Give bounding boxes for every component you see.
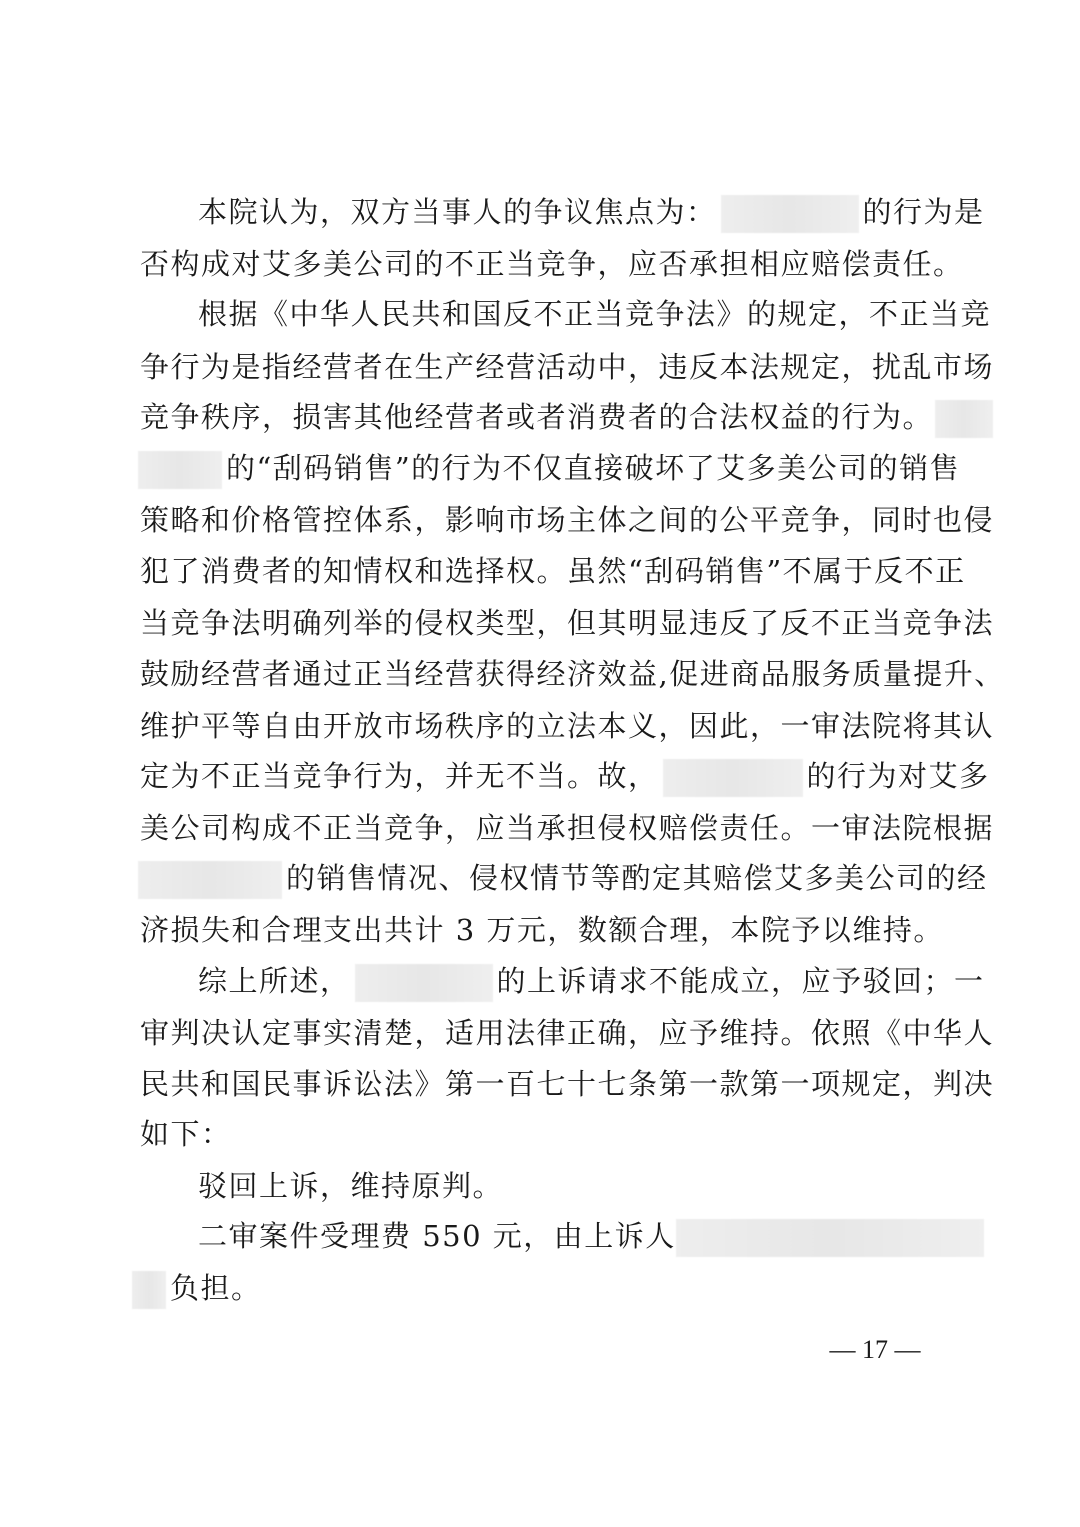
line-text: 的上诉请求不能成立，应予驳回；一	[496, 964, 985, 998]
paragraph-line: 维护平等自由开放市场秩序的立法本义，因此，一审法院将其认	[140, 709, 995, 743]
line-text: 定为不正当竞争行为，并无不当。故，	[140, 759, 659, 793]
line-text: 竞争秩序，损害其他经营者或者消费者的合法权益的行为。	[140, 400, 934, 434]
paragraph-line: 争行为是指经营者在生产经营活动中，违反本法规定，扰乱市场	[140, 350, 995, 384]
line-text: 二审案件受理费 550 元，由上诉人	[198, 1219, 676, 1253]
paragraph-line: 策略和价格管控体系，影响市场主体之间的公平竞争，同时也侵	[140, 503, 995, 537]
redacted-name	[935, 400, 993, 438]
line-text: 的行为是	[862, 195, 985, 229]
paragraph-line	[140, 748, 990, 804]
paragraph-line: 如下：	[140, 1117, 232, 1151]
paragraph-line: 民共和国民事诉讼法》第一百七十七条第一款第一项规定，判决	[140, 1067, 995, 1101]
paragraph-line	[140, 1208, 940, 1264]
redacted-name	[721, 195, 859, 233]
paragraph-line: 鼓励经营者通过正当经营获得经济效益,促进商品服务质量提升、	[140, 657, 1005, 691]
redacted-name	[676, 1219, 984, 1257]
redacted-name	[138, 451, 222, 489]
page-number: — 17 —	[829, 1335, 921, 1364]
redacted-name	[132, 1271, 166, 1309]
redacted-name	[663, 759, 803, 797]
paragraph-line: 否构成对艾多美公司的不正当竞争，应否承担相应赔偿责任。	[140, 247, 964, 281]
paragraph-line	[140, 953, 985, 1009]
line-text: 的“刮码销售”的行为不仅直接破坏了艾多美公司的销售	[226, 451, 961, 485]
paragraph-line: 驳回上诉，维持原判。	[198, 1169, 504, 1203]
line-text: 本院认为，双方当事人的争议焦点为：	[198, 195, 717, 229]
line-text: 的销售情况、侵权情节等酌定其赔偿艾多美公司的经	[286, 861, 988, 895]
paragraph-line	[140, 184, 985, 240]
paragraph-line: 济损失和合理支出共计 3 万元，数额合理，本院予以维持。	[140, 913, 944, 947]
redacted-name	[355, 964, 493, 1002]
redacted-name	[138, 861, 282, 899]
line-text: 的行为对艾多	[806, 759, 990, 793]
line-text: 负担。	[170, 1271, 262, 1305]
line-text: 综上所述，	[198, 964, 351, 998]
paragraph-line: 犯了消费者的知情权和选择权。虽然“刮码销售”不属于反不正	[140, 554, 966, 588]
paragraph-line: 审判决认定事实清楚，适用法律正确，应予维持。依照《中华人	[140, 1016, 995, 1050]
paragraph-line: 当竞争法明确列举的侵权类型，但其明显违反了反不正当竞争法	[140, 606, 995, 640]
paragraph-line	[140, 389, 940, 445]
paragraph-line	[138, 850, 988, 906]
paragraph-line	[132, 1260, 932, 1316]
paragraph-line: 美公司构成不正当竞争，应当承担侵权赔偿责任。一审法院根据	[140, 811, 995, 845]
paragraph-line	[138, 440, 961, 496]
paragraph-line: 根据《中华人民共和国反不正当竞争法》的规定，不正当竞	[198, 297, 992, 331]
